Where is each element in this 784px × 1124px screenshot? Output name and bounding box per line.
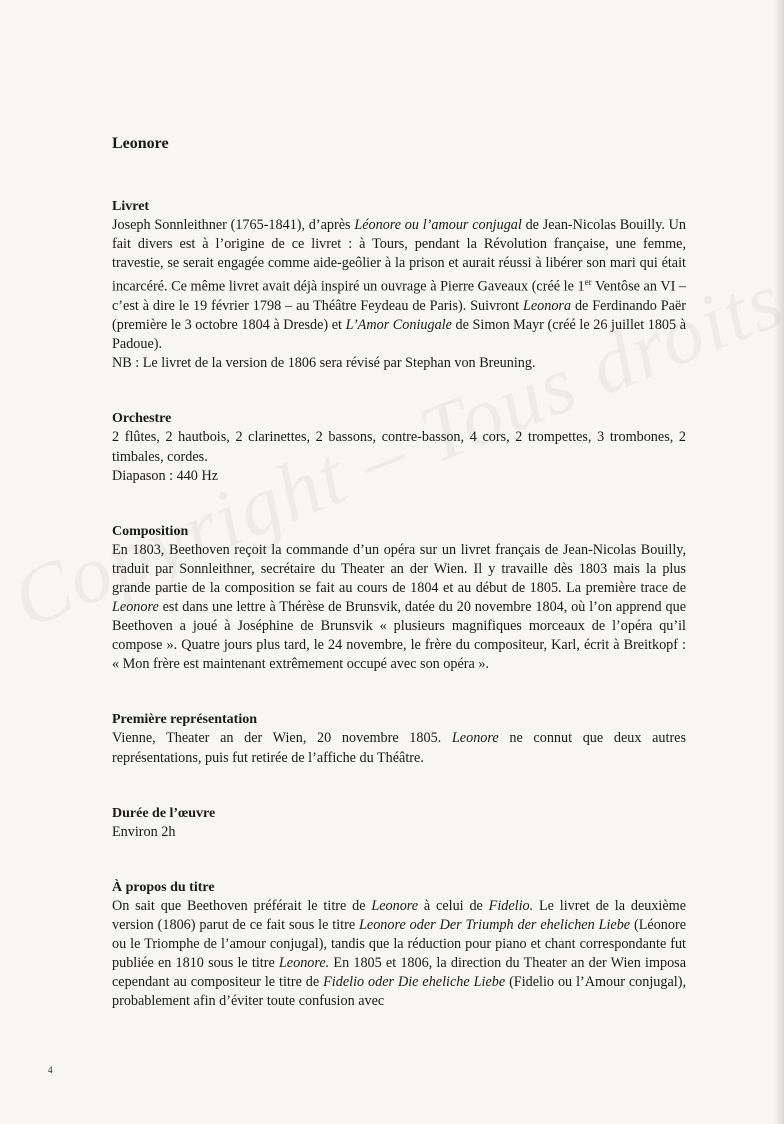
page-title: Leonore (112, 135, 169, 152)
section-title-orchestre: Orchestre (112, 411, 172, 427)
livret-note: NB : Le livret de la version de 1806 sera révisé par Stephan von Breuning. (112, 355, 536, 372)
orchestre-instruments: 2 flûtes, 2 hautbois, 2 clarinettes, 2 bassons, contre-basson, 4 cors, 2 trompettes, 3 trombones, 2 timbales, cordes. (112, 429, 686, 465)
apropos-paragraph: On sait que Beethoven préférait le titre de Leonore à celui de Fidelio. Le livret de la deuxième version (1806) parut de ce fait sous le titre Leonore oder Der Triumph der ehelichen Liebe (Léonore ou le Triomphe de l’amour conjugal), tandis que la réduction pour piano et chant correspondante fut publiée en 1810 sous le titre Leonore. En 1805 et 1806, la direction du Theater an der Wien imposa cependant au compositeur le titre de Fidelio oder Die eheliche Liebe (Fidelio ou l’Amour conjugal), probablement afin d’éviter toute confusion avec (112, 897, 686, 1010)
section-title-duree: Durée de l’œuvre (112, 805, 216, 821)
premiere-paragraph: Vienne, Theater an der Wien, 20 novembre 1805. Leonore ne connut que deux autres représentations, puis fut retirée de l’affiche du Théâtre. (112, 730, 687, 766)
section-orchestre (112, 409, 686, 485)
orchestre-diapason: Diapason : 440 Hz (112, 467, 218, 484)
composition-paragraph: En 1803, Beethoven reçoit la commande d’un opéra sur un livret français de Jean-Nicolas Bouilly, traduit par Sonnleithner, secrétaire du Theater an der Wien. Il y travaille dès 1803 mais la plus grande partie de la composition se fait au cours de 1804 et au début de 1805. La première trace de Leonore est dans une lettre à Thérèse de Brunsvik, datée du 20 novembre 1804, où l’on apprend que Beethoven a joué à Joséphine de Brunsvik « plusieurs magnifiques morceaux de l’opéra qu’il compose ». Quatre jours plus tard, le 24 novembre, le frère du compositeur, Karl, écrit à Breitkopf : « Mon frère est maintenant extrêmement occupé avec son opéra ». (112, 541, 686, 673)
section-title-apropos: À propos du titre (112, 879, 215, 895)
page-content (112, 135, 686, 1047)
section-apropos (112, 878, 686, 1012)
section-duree (112, 804, 686, 842)
section-title-livret: Livret (112, 199, 150, 214)
section-title-composition: Composition (112, 523, 189, 539)
duree-value: Environ 2h (112, 823, 176, 840)
page-number: 4 (48, 1065, 53, 1075)
page-edge-shadow (774, 0, 784, 1124)
livret-paragraph: Joseph Sonnleithner (1765-1841), d’après Léonore ou l’amour conjugal de Jean-Nicolas Bouilly. Un fait divers est à l’origine de ce livret : à Tours, pendant la Révolution française, une femme, travestie, se serait engagée comme aide-geôlier à la prison et aurait réussi à libérer son mari qui était incarcéré. Ce même livret avait déjà inspiré un ouvrage à Pierre Gaveaux (créé le 1er Ventôse an VI – c’est à dire le 19 février 1798 – au Théâtre Feydeau de Paris). Suivront Leonora de Ferdinando Paër (première le 3 octobre 1804 à Dresde) et L’Amor Coniugale de Simon Mayr (créé le 26 juillet 1805 à Padoue). (112, 217, 687, 353)
section-title-premiere: Première représentation (112, 712, 258, 728)
section-premiere (112, 710, 686, 767)
section-livret (112, 197, 686, 373)
section-composition (112, 522, 686, 675)
